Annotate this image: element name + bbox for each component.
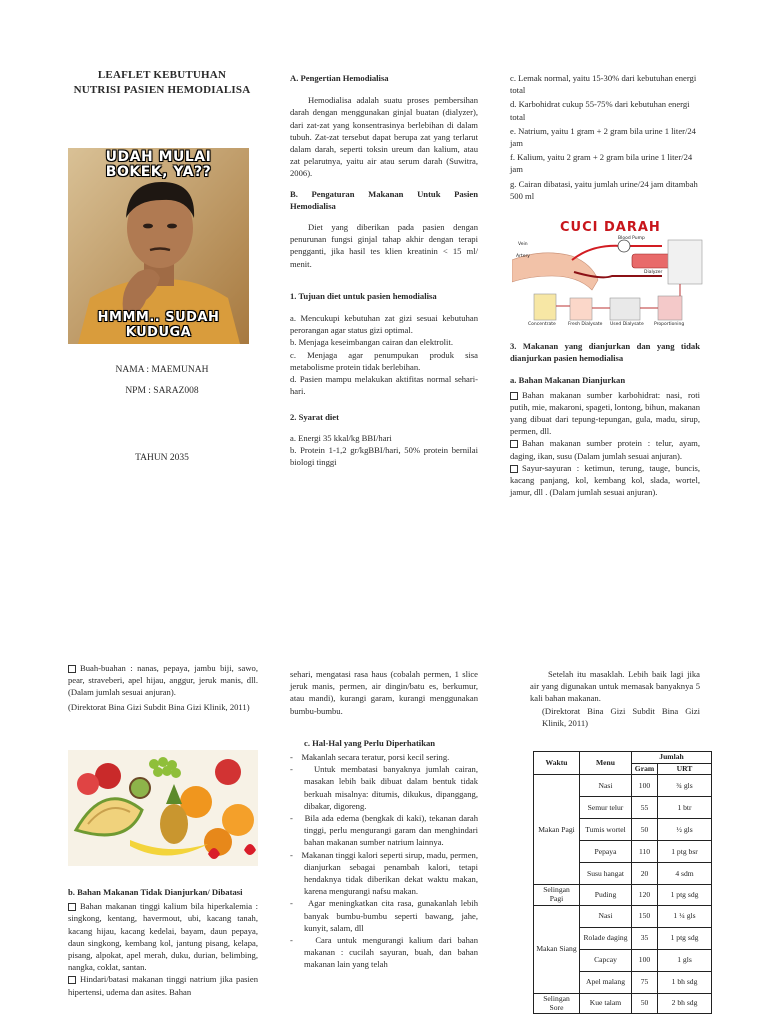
diagram-label: Proportioning (654, 322, 685, 327)
section-a-paragraph: Hemodialisa adalah suatu proses pembersihan darah dengan menggunakan ginjal buatan (dialyzer), dari zat-zat yang konsentrasinya berlebihan di dalam tubuh. Zat-zat tersebut dapat berupa zat yang terlarut dalam darah, seperti toksin ureum dan kalium, atau zat pelarutnya, yaitu air atau serum darah (Suwitra, 2006). (290, 95, 478, 179)
fruit-photo (68, 750, 258, 866)
middle-bottom-column (290, 668, 478, 971)
left-bottom-column-top (68, 662, 258, 713)
section-b-paragraph: Diet yang diberikan pada pasien dengan penurunan fungsi ginjal tahap akhir dengan terapi pengganti, jika hasil tes klien kreatinin < 15 ml/ menit. (290, 222, 478, 269)
meme-photo (68, 148, 249, 344)
gram-cell: 100 (632, 775, 658, 797)
title-line-1: LEAFLET KEBUTUHAN (97, 69, 227, 81)
hal-hal-item: - Untuk membatasi banyaknya jumlah cairan, masakan lebih baik dibuat dalam bentuk tidak berkuah misalnya: ditumis, dikukus, dipanggang, dibakar, digoreng. (290, 764, 478, 811)
table-row (534, 885, 712, 905)
student-npm: NPM : SARAZ008 (125, 385, 199, 396)
cuci-darah-title: CUCI DARAH (560, 220, 661, 235)
year-label: TAHUN 2035 (135, 453, 189, 463)
section-b-heading: B. Pengaturan Makanan Untuk Pasien Hemodialisa (290, 188, 478, 211)
square-bullet-icon (510, 440, 518, 448)
urt-cell: 1 btr (658, 797, 712, 819)
header-jumlah: Jumlah (632, 752, 712, 764)
dialysis-diagram-graphic (512, 220, 706, 332)
header-waktu: Waktu (534, 752, 580, 775)
gram-cell: 75 (632, 971, 658, 993)
meal-time-cell: Makan Siang (534, 905, 580, 993)
tujuan-heading: 1. Tujuan diet untuk pasien hemodialisa (290, 290, 437, 301)
gram-cell: 20 (632, 863, 658, 885)
square-bullet-icon (510, 392, 518, 400)
tidak-dianjurkan-item-text: Hindari/batasi makanan tinggi natrium jika pasien hipertensi, udema dan asites. Bahan (68, 974, 258, 997)
dianjurkan-item-text: Bahan makanan sumber protein : telur, ayam, daging, ikan, susu (Dalam jumlah sesuai anjuran). (510, 438, 700, 461)
meal-time-cell: Selingan Sore (534, 993, 580, 1013)
urt-cell: 1 bh sdg (658, 971, 712, 993)
hal-hal-item-text: Cara untuk mengurangi kalium dari bahan makanan : cucilah sayuran, buah, dan bahan makanan lain yang telah (304, 935, 478, 970)
tidak-dianjurkan-item (68, 900, 258, 973)
dianjurkan-item-text: Sayur-sayuran : ketimun, terung, tauge, buncis, kacang panjang, kol, kembang kol, slada, wortel, jamur, dll . (Dalam jumlah sesuai anjuran). (510, 462, 700, 498)
menu-table-body (534, 775, 712, 1014)
hal-hal-item: - Cara untuk mengurangi kalium dari bahan makanan : cucilah sayuran, buah, dan bahan makanan lain yang telah (290, 935, 478, 970)
square-bullet-icon (68, 976, 76, 984)
urt-cell: 2 bh sdg (658, 993, 712, 1013)
syarat-item: g. Cairan dibatasi, yaitu jumlah urine/24 jam ditambah 500 ml (510, 178, 698, 201)
menu-cell: Apel malang (580, 971, 632, 993)
header-gram: Gram (632, 763, 658, 775)
section-3-heading: 3. Makanan yang dianjurkan dan yang tidak dianjurkan pasien hemodialisa (510, 341, 700, 364)
menu-cell: Rolade daging (580, 927, 632, 949)
table-row (534, 993, 712, 1013)
leaflet-title (62, 68, 262, 98)
urt-cell: 4 sdm (658, 863, 712, 885)
hal-hal-item-text: Makanlah secara teratur, porsi kecil sering. (301, 752, 450, 763)
dianjurkan-item (510, 462, 700, 499)
left-top-column (62, 68, 262, 98)
tidak-dianjurkan-heading: b. Bahan Makanan Tidak Dianjurkan/ Dibatasi (68, 887, 243, 897)
buah-item-text: Buah-buahan : nanas, pepaya, jambu biji, sawo, pear, straveberi, apel hijau, anggur, jeruk manis, dll. (Dalam jumlah sesuai anjuran). (68, 663, 258, 698)
diagram-label: Dialyzer (644, 270, 663, 275)
meme-top-caption: UDAH MULAI BOKEK, YA?? (105, 149, 212, 181)
syarat-item: e. Natrium, yaitu 1 gram + 2 gram bila urine 1 liter/24 jam (510, 125, 696, 149)
diagram-label: Fresh Dialysate (568, 322, 603, 327)
syarat-item: b. Protein 1-1,2 gr/kgBBI/hari, 50% protein bernilai biologi tinggi (290, 444, 478, 468)
square-bullet-icon (68, 903, 76, 911)
square-bullet-icon (68, 665, 76, 673)
menu-cell: Nasi (580, 775, 632, 797)
gram-cell: 35 (632, 927, 658, 949)
table-row (534, 905, 712, 927)
diagram-label: Concentrate (528, 322, 556, 327)
hal-hal-item: - Makanan tinggi kalori seperti sirup, madu, permen, dianjurkan sebagai penambah kalori, tetapi hendaknya tidak diberikan dekat waktu makan, karena mengurangi nafsu makan. (290, 849, 478, 897)
urt-cell: ¾ gls (658, 775, 712, 797)
fruit-photo-graphic (68, 750, 258, 866)
table-row (534, 775, 712, 797)
header-urt: URT (658, 763, 712, 775)
tujuan-item: c. Menjaga agar penumpukan produk sisa metabolisme protein tidak berlebihan. (290, 349, 478, 372)
meal-time-cell: Makan Pagi (534, 775, 580, 885)
menu-cell: Capcay (580, 949, 632, 971)
tujuan-item: d. Pasien mampu melakukan aktifitas normal sehari-hari. (290, 374, 478, 397)
title-line-2: NUTRISI PASIEN HEMODIALISA (73, 83, 251, 96)
menu-cell: Pepaya (580, 841, 632, 863)
middle-top-column (290, 72, 478, 468)
menu-cell: Kue talam (580, 993, 632, 1013)
buah-item (68, 662, 258, 699)
hal-hal-item-text: Makanan tinggi kalori seperti sirup, madu, permen, dianjurkan sebagai penambah kalori, tetapi hendaknya tidak diberikan dekat waktu makan, karena mengurangi nafsu makan. (301, 849, 478, 897)
urt-cell: 1 ¼ gls (658, 905, 712, 927)
hal-hal-heading: c. Hal-Hal yang Perlu Diperhatikan (304, 737, 436, 748)
menu-cell: Semur telur (580, 797, 632, 819)
gram-cell: 55 (632, 797, 658, 819)
hal-hal-item-text: Agar meningkatkan cita rasa, gunakanlah lebih banyak bumbu-bumbu seperti bawang, jahe, kunyit, salam, dll (304, 898, 478, 933)
tidak-dianjurkan-item-text: Bahan makanan tinggi kalium bila hiperkalemia : singkong, kentang, havermout, ubi, kacang tanah, kacang hijau, kacang kedelai, bayam, daun pepaya, daun singkong, kembang kol, jantung pisang, kelapa, pisang, alpokat, apel merah, duku, durian, belimbing, nangka, coklat, santan. (68, 901, 258, 973)
hal-hal-item: - Agar meningkatkan cita rasa, gunakanlah lebih banyak bumbu-bumbu seperti bawang, jahe, kunyit, salam, dll (290, 898, 478, 933)
diagram-label: Artery (516, 254, 530, 259)
continued-text: sehari, mengatasi rasa haus (cobalah permen, 1 slice jeruk manis, permen, air dingin/batu es, berkumur, atau mandi), kurangi garam, kurangi menggunakan bumbu-bumbu. (290, 669, 478, 716)
urt-cell: ½ gls (658, 819, 712, 841)
gram-cell: 100 (632, 949, 658, 971)
continued-text: Setelah itu masaklah. Lebih baik lagi jika air yang digunakan untuk memasak banyaknya 5 kali bahan makanan. (530, 669, 700, 704)
menu-cell: Nasi (580, 905, 632, 927)
menu-cell: Tumis wortel (580, 819, 632, 841)
syarat-item: c. Lemak normal, yaitu 15-30% dari kebutuhan energi total (510, 73, 697, 96)
tujuan-item: a. Mencukupi kebutuhan zat gizi sesuai kebutuhan perorangan agar status gizi optimal. (290, 313, 478, 336)
tujuan-item: b. Menjaga keseimbangan cairan dan elektrolit. (290, 337, 453, 348)
diagram-label: Used Dialysate (610, 322, 644, 327)
student-info (62, 360, 262, 402)
menu-table-wrapper (533, 751, 711, 1014)
gram-cell: 120 (632, 885, 658, 905)
table-header-row (534, 752, 712, 764)
citation: (Direktorat Bina Gizi Subdit Bina Gizi Klinik, 2011) (542, 705, 700, 728)
dianjurkan-item (510, 437, 700, 461)
urt-cell: 1 gls (658, 949, 712, 971)
menu-cell: Susu hangat (580, 863, 632, 885)
gram-cell: 150 (632, 905, 658, 927)
diagram-label: Vein (518, 242, 528, 247)
right-top-section-3 (510, 340, 700, 498)
dialysis-diagram (512, 220, 706, 332)
meme-bottom-caption: HMMM.. SUDAH KUDUGA (97, 310, 220, 340)
hal-hal-item: - Makanlah secara teratur, porsi kecil sering. (290, 752, 450, 763)
tidak-dianjurkan-item (68, 973, 258, 997)
gram-cell: 50 (632, 819, 658, 841)
diagram-label: Blood Pump (618, 236, 645, 241)
hal-hal-item-text: Untuk membatasi banyaknya jumlah cairan, masakan lebih baik dibuat dalam bentuk tidak berkuah misalnya: ditumis, dikukus, dipanggang, dibakar, digoreng. (304, 764, 478, 811)
right-top-column (510, 72, 700, 202)
right-bottom-text (530, 668, 700, 729)
left-bottom-column-bottom (68, 886, 258, 998)
menu-cell: Puding (580, 885, 632, 905)
hal-hal-item-text: Bila ada edema (bengkak di kaki), tekanan darah tinggi, perlu mengurangi garam dan menghindari bahan makanan sumber natrium lainnya. (304, 813, 478, 848)
header-menu: Menu (580, 752, 632, 775)
menu-table (533, 751, 712, 1014)
hal-hal-list (290, 751, 478, 971)
urt-cell: 1 ptg bsr (658, 841, 712, 863)
syarat-item: f. Kalium, yaitu 2 gram + 2 gram bila urine 1 liter/24 jam (510, 152, 693, 175)
gram-cell: 110 (632, 841, 658, 863)
syarat-item: d. Karbohidrat cukup 55-75% dari kebutuhan energi total (510, 99, 690, 122)
citation: (Direktorat Bina Gizi Subdit Bina Gizi Klinik, 2011) (68, 701, 250, 712)
syarat-heading: 2. Syarat diet (290, 412, 339, 423)
dianjurkan-item (510, 389, 700, 438)
syarat-item: a. Energi 35 kkal/kg BBI/hari (290, 432, 392, 443)
dianjurkan-item-text: Bahan makanan sumber karbohidrat: nasi, roti putih, mie, makaroni, spageti, lontong, bihun, makanan yang dibuat dari tepung-tepungan, gula, madu, sirup, permen, dll. (510, 389, 700, 437)
section-a-heading: A. Pengertian Hemodialisa (290, 73, 389, 83)
gram-cell: 50 (632, 993, 658, 1013)
dianjurkan-heading: a. Bahan Makanan Dianjurkan (510, 375, 626, 386)
meal-time-cell: Selingan Pagi (534, 885, 580, 905)
hal-hal-item: - Bila ada edema (bengkak di kaki), tekanan darah tinggi, perlu mengurangi garam dan menghindari bahan makanan sumber natrium lainnya. (290, 813, 478, 848)
square-bullet-icon (510, 465, 518, 473)
urt-cell: 1 ptg sdg (658, 927, 712, 949)
urt-cell: 1 ptg sdg (658, 885, 712, 905)
student-name: NAMA : MAEMUNAH (115, 365, 209, 375)
